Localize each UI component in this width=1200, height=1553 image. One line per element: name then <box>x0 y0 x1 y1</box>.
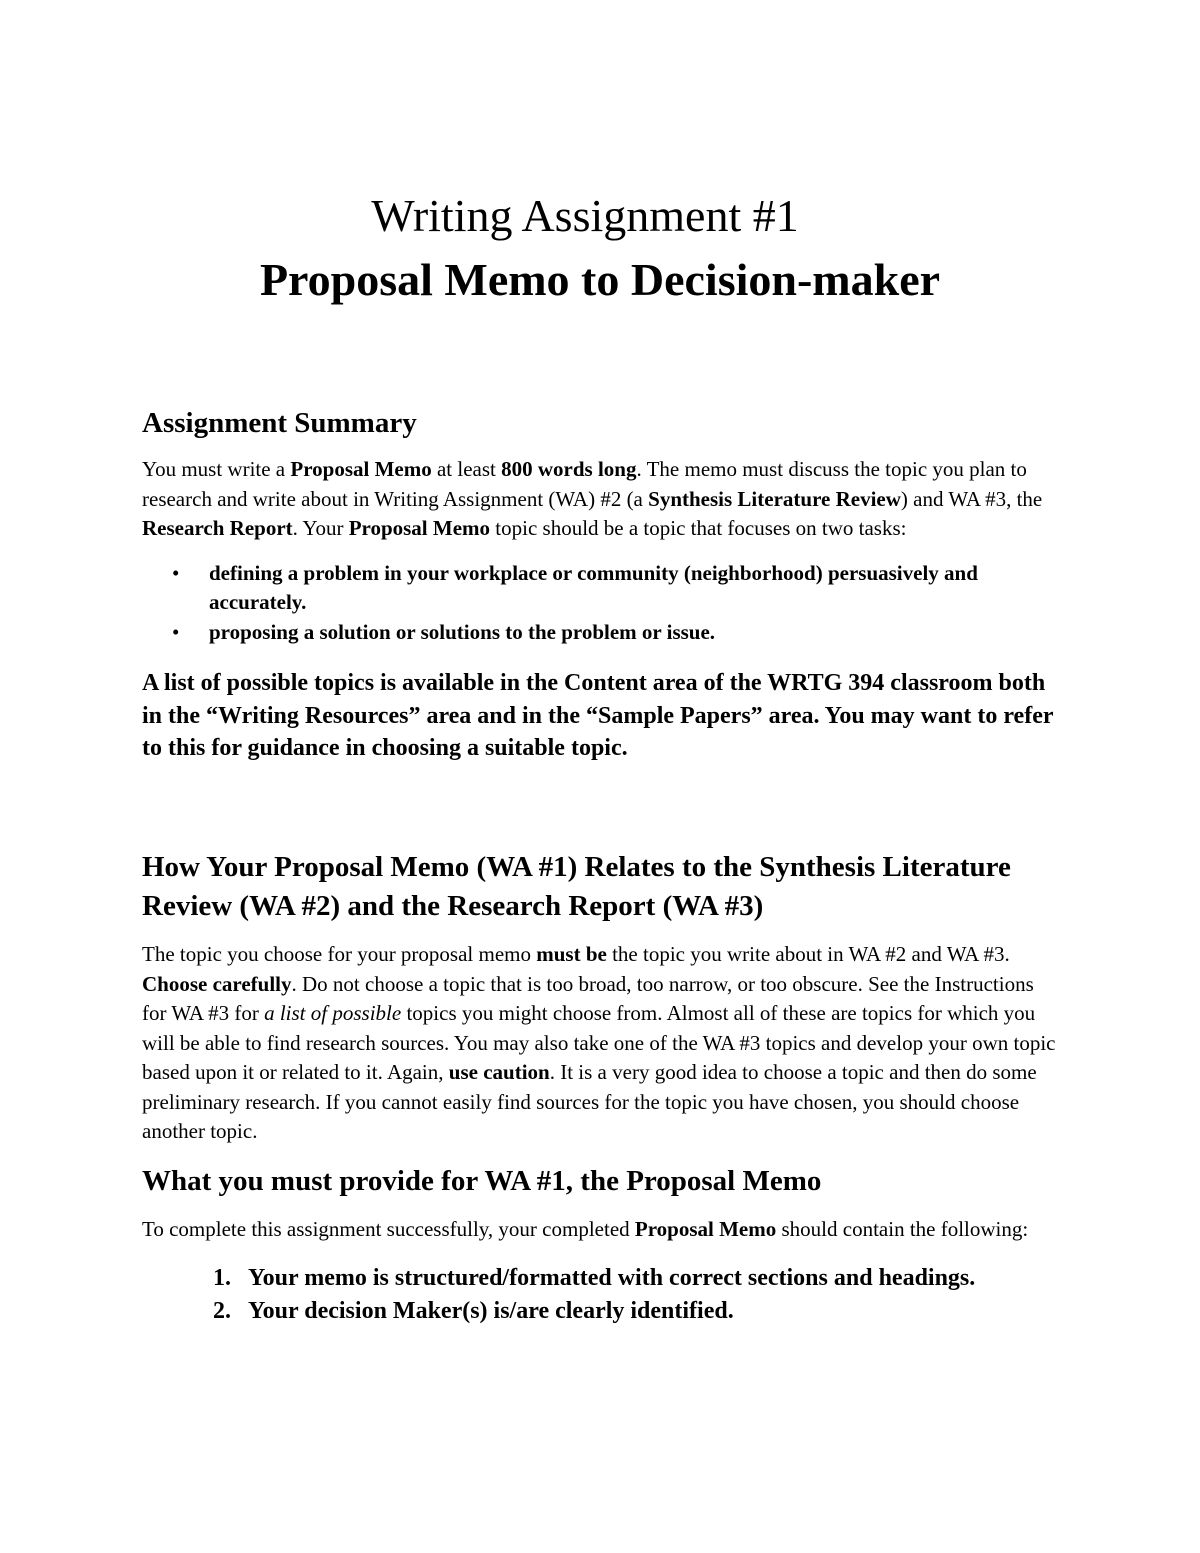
requirement-text: Your memo is structured/formatted with correct sections and headings. <box>248 1264 976 1291</box>
text-run: . It is a very good idea to choose a topic and then do some preliminary research. If you cannot easily find sources for the topic you have chosen, you should choose another topic. <box>142 1060 1037 1143</box>
requirement-text: Your decision Maker(s) is/are clearly identified. <box>248 1297 734 1324</box>
text-run: topic should be a topic that focuses on two tasks: <box>490 516 907 540</box>
text-run: To complete this assignment successfully, your completed <box>142 1217 635 1241</box>
bold-run: Proposal Memo <box>348 516 491 540</box>
task-list-item <box>142 618 1062 648</box>
summary-section <box>142 404 1062 765</box>
summary-paragraph <box>142 455 1062 544</box>
text-run: topics you might choose from. Almost all of these are topics for which you will be able to find research sources. You may also take one of the WA #3 topics and develop your own topic based upon it or related to it. Again, <box>142 1001 1056 1084</box>
relates-heading: How Your Proposal Memo (WA #1) Relates to the Synthesis Literature Review (WA #2) and the Research Report (WA #3) <box>142 851 1011 922</box>
text-run: the topic you write about in WA #2 and WA #3. <box>606 942 1010 966</box>
requirement-item <box>142 1295 1062 1328</box>
bold-run: Synthesis Literature Review <box>648 486 901 511</box>
bold-run: Choose carefully <box>142 971 292 996</box>
document-title: Writing Assignment #1 <box>371 190 799 241</box>
requirements-list <box>142 1262 1062 1328</box>
requirement-item <box>142 1262 1062 1295</box>
bold-run: Proposal Memo <box>290 457 432 481</box>
bold-run: must be <box>536 942 607 966</box>
topics-note: A list of possible topics is available in the Content area of the WRTG 394 classroom both in the “Writing Resources” area and in the “Sample Papers” area. You may want to refer to this for guidance in choosing a suitable topic. <box>142 670 1054 761</box>
bullet-icon: • <box>172 560 180 585</box>
bold-run: Proposal Memo <box>634 1217 777 1241</box>
text-run: . The memo must discuss the topic you plan to research and write about in Writing Assignment (WA) #2 (a <box>142 457 1027 511</box>
bullet-icon: • <box>172 619 180 644</box>
text-run: should contain the following: <box>776 1217 1029 1241</box>
text-run: The topic you choose for your proposal memo <box>142 942 537 966</box>
task-list-item <box>142 559 1062 618</box>
bold-run: use caution <box>448 1060 550 1084</box>
text-run: You must write a <box>142 457 291 481</box>
provide-section <box>142 1162 1062 1328</box>
bold-run: 800 words long <box>501 457 637 481</box>
text-run: ) and WA #3, the <box>900 486 1043 511</box>
text-run: . Do not choose a topic that is too broad, too narrow, or too obscure. See the Instructions for WA #3 for <box>142 971 1034 1025</box>
text-run: . Your <box>292 516 349 540</box>
provide-heading: What you must provide for WA #1, the Proposal Memo <box>142 1165 822 1197</box>
summary-heading: Assignment Summary <box>142 407 417 439</box>
bold-run: Research Report <box>142 516 293 540</box>
provide-paragraph <box>142 1215 1062 1245</box>
italic-run: a list of possible <box>264 1001 402 1025</box>
task-list <box>142 559 1062 648</box>
text-run: at least <box>431 457 502 481</box>
task-text: defining a problem in your workplace or community (neighborhood) persuasively and accurately. <box>209 560 978 614</box>
document-subtitle: Proposal Memo to Decision-maker <box>259 254 941 305</box>
relates-section <box>142 848 1062 1147</box>
task-text: proposing a solution or solutions to the problem or issue. <box>209 619 716 644</box>
item-number: 2. <box>213 1297 231 1324</box>
relates-paragraph <box>142 940 1062 1147</box>
item-number: 1. <box>213 1264 231 1291</box>
